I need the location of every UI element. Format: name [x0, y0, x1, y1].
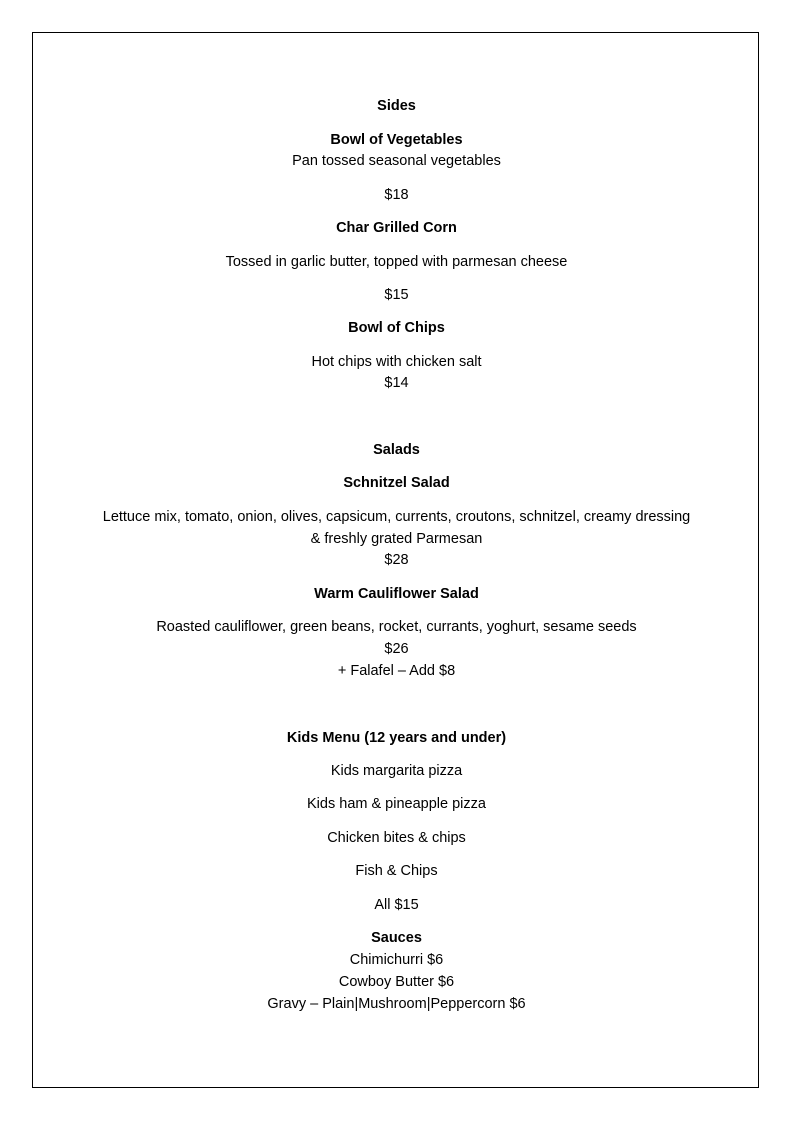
sauce-item: Cowboy Butter $6 — [338, 974, 455, 990]
sauces-heading: Sauces — [371, 930, 422, 946]
salads-item-name: Schnitzel Salad — [343, 475, 450, 491]
kids-item: Kids ham & pineapple pizza — [307, 796, 486, 812]
sides-item-name: Bowl of Chips — [348, 320, 445, 336]
sides-item-description: Tossed in garlic butter, topped with parmesan cheese — [225, 254, 568, 270]
sides-item-name: Bowl of Vegetables — [330, 132, 463, 148]
salads-item-price: $28 — [384, 552, 409, 568]
sauce-item: Chimichurri $6 — [349, 952, 444, 968]
sides-item-price: $14 — [384, 375, 409, 391]
salads-item-description: Lettuce mix, tomato, onion, olives, capsicum, currents, croutons, schnitzel, creamy dressing — [102, 509, 691, 525]
salads-heading: Salads — [373, 442, 420, 458]
kids-item: Chicken bites & chips — [327, 830, 466, 846]
sides-item-description: Pan tossed seasonal vegetables — [292, 153, 501, 169]
sauce-item: Gravy – Plain|Mushroom|Peppercorn $6 — [267, 996, 526, 1012]
salads-item-description: & freshly grated Parmesan — [310, 531, 483, 547]
kids-heading: Kids Menu (12 years and under) — [286, 730, 507, 746]
salads-item-addon: + Falafel – Add $8 — [337, 663, 456, 679]
salads-item-description: Roasted cauliflower, green beans, rocket, currants, yoghurt, sesame seeds — [156, 619, 637, 635]
salads-item-price: $26 — [384, 641, 409, 657]
sides-item-name: Char Grilled Corn — [336, 220, 457, 236]
sides-item-description: Hot chips with chicken salt — [311, 354, 482, 370]
kids-item: Fish & Chips — [355, 863, 438, 879]
sides-item-price: $18 — [384, 187, 409, 203]
kids-price: All $15 — [374, 897, 419, 913]
kids-item: Kids margarita pizza — [330, 763, 463, 779]
salads-item-name: Warm Cauliflower Salad — [314, 586, 479, 602]
sides-heading: Sides — [377, 98, 416, 114]
sides-item-price: $15 — [384, 287, 409, 303]
